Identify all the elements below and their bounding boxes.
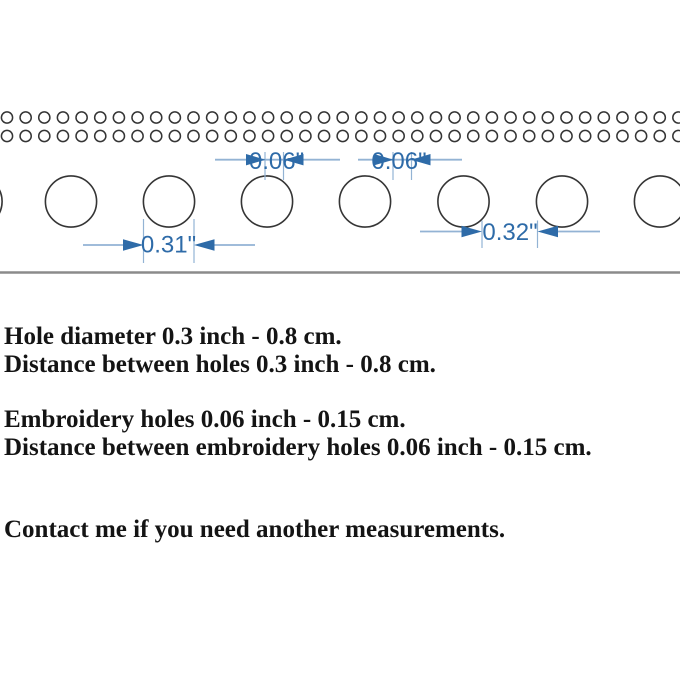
embroidery-hole [225, 112, 236, 123]
embroidery-hole [430, 130, 441, 141]
dimension-label: 0.06" [371, 148, 427, 175]
embroidery-hole [356, 130, 367, 141]
embroidery-hole [225, 130, 236, 141]
embroidery-hole-rows [1, 112, 680, 142]
hole [143, 176, 194, 227]
embroidery-hole [169, 130, 180, 141]
embroidery-hole [132, 130, 143, 141]
embroidery-hole [505, 112, 516, 123]
note-hole-distance: Distance between holes 0.3 inch - 0.8 cm. [4, 351, 436, 378]
embroidery-hole [542, 130, 553, 141]
dimension-label: 0.31" [140, 231, 197, 259]
embroidery-hole [188, 130, 199, 141]
embroidery-hole [76, 130, 87, 141]
embroidery-hole [636, 112, 647, 123]
embroidery-hole [1, 130, 12, 141]
embroidery-hole [412, 112, 423, 123]
embroidery-hole [617, 112, 628, 123]
arrow-left-icon [194, 239, 215, 251]
embroidery-hole [412, 130, 423, 141]
embroidery-hole [244, 112, 255, 123]
hole [241, 176, 292, 227]
embroidery-hole [542, 112, 553, 123]
embroidery-hole [188, 112, 199, 123]
hole [0, 176, 2, 227]
dimension-embroidery-gap-left [215, 148, 340, 180]
dimension-label: 0.06" [248, 148, 305, 175]
embroidery-hole [449, 130, 460, 141]
embroidery-hole [673, 130, 680, 141]
large-hole-row [0, 176, 680, 227]
embroidery-hole [598, 112, 609, 123]
dimension-embroidery-gap-right [358, 148, 462, 180]
embroidery-hole [654, 112, 665, 123]
embroidery-hole [356, 112, 367, 123]
note-contact: Contact me if you need another measurements. [4, 516, 506, 543]
embroidery-hole [169, 112, 180, 123]
embroidery-hole [505, 130, 516, 141]
hole [634, 176, 680, 227]
embroidery-hole [524, 112, 535, 123]
embroidery-hole [374, 130, 385, 141]
embroidery-hole [76, 112, 87, 123]
embroidery-hole [39, 130, 50, 141]
embroidery-hole [337, 130, 348, 141]
embroidery-hole [617, 130, 628, 141]
dimension-hole-diameter [83, 219, 255, 263]
note-embroidery-distance: Distance between embroidery holes 0.06 inch - 0.15 cm. [4, 434, 592, 461]
embroidery-hole [113, 112, 124, 123]
note-embroidery-size: Embroidery holes 0.06 inch - 0.15 cm. [4, 406, 406, 433]
embroidery-hole [113, 130, 124, 141]
embroidery-hole [318, 130, 329, 141]
embroidery-hole [151, 112, 162, 123]
dimension-hole-gap [420, 219, 600, 248]
embroidery-hole [300, 130, 311, 141]
hole [339, 176, 390, 227]
embroidery-hole [486, 112, 497, 123]
embroidery-hole [598, 130, 609, 141]
embroidery-hole [337, 112, 348, 123]
embroidery-hole [281, 112, 292, 123]
embroidery-hole [673, 112, 680, 123]
embroidery-hole [654, 130, 665, 141]
embroidery-hole [580, 130, 591, 141]
hole [536, 176, 587, 227]
embroidery-hole [374, 112, 385, 123]
hole [45, 176, 96, 227]
embroidery-hole [561, 112, 572, 123]
embroidery-hole [300, 112, 311, 123]
embroidery-hole [486, 130, 497, 141]
embroidery-hole [244, 130, 255, 141]
embroidery-hole [151, 130, 162, 141]
embroidery-hole [636, 130, 647, 141]
embroidery-hole [524, 130, 535, 141]
embroidery-hole [430, 112, 441, 123]
embroidery-hole [57, 130, 68, 141]
embroidery-hole [281, 130, 292, 141]
embroidery-hole [468, 112, 479, 123]
embroidery-hole [20, 130, 31, 141]
embroidery-hole [1, 112, 12, 123]
embroidery-hole [39, 112, 50, 123]
embroidery-hole [468, 130, 479, 141]
embroidery-hole [263, 112, 274, 123]
embroidery-hole [449, 112, 460, 123]
embroidery-hole [132, 112, 143, 123]
embroidery-hole [95, 112, 106, 123]
embroidery-hole [207, 112, 218, 123]
embroidery-hole [393, 112, 404, 123]
embroidery-hole [318, 112, 329, 123]
dimension-label: 0.32" [482, 219, 538, 246]
embroidery-hole [263, 130, 274, 141]
arrow-right-icon [462, 226, 483, 238]
note-hole-diameter: Hole diameter 0.3 inch - 0.8 cm. [4, 323, 342, 350]
embroidery-hole [57, 112, 68, 123]
embroidery-hole [561, 130, 572, 141]
embroidery-hole [95, 130, 106, 141]
embroidery-hole [580, 112, 591, 123]
embroidery-hole [207, 130, 218, 141]
arrow-left-icon [538, 226, 559, 238]
embroidery-hole [393, 130, 404, 141]
embroidery-hole [20, 112, 31, 123]
hole-diagram [0, 0, 680, 280]
